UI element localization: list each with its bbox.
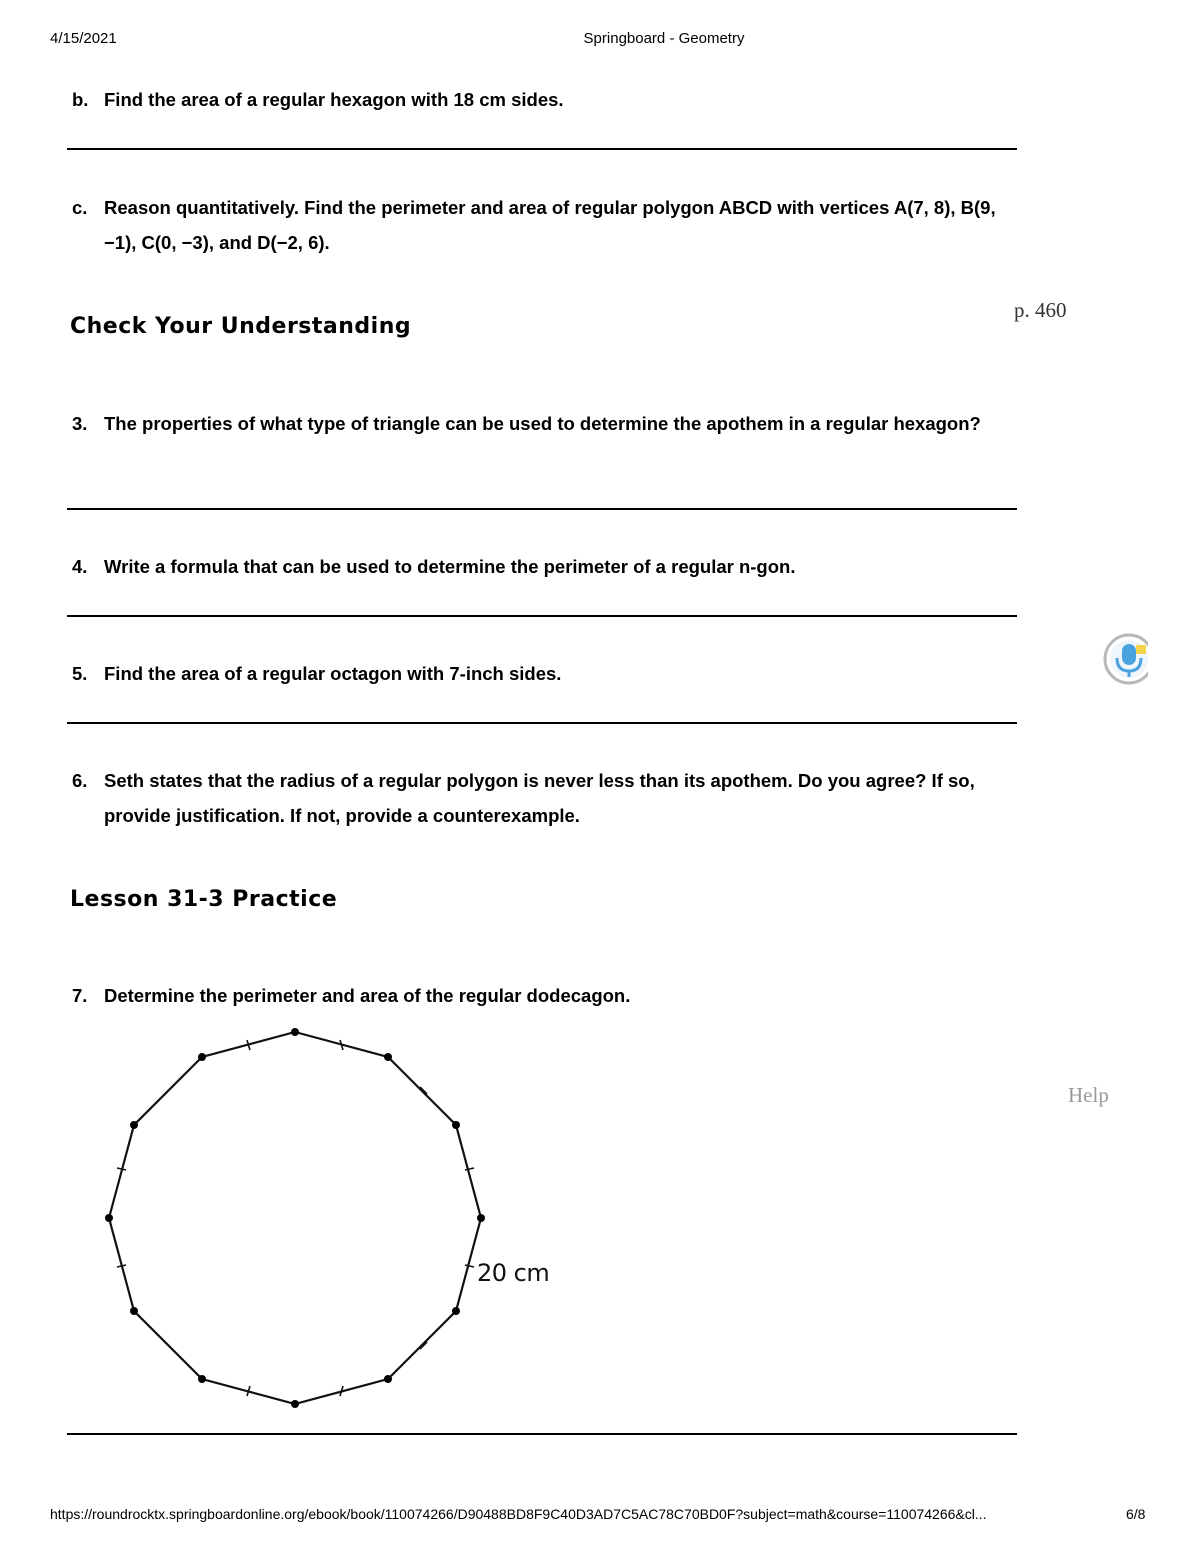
- question-text: Find the area of a regular octagon with 7-inch sides.: [104, 663, 562, 684]
- question-text: Reason quantitatively. Find the perimeter and area of regular polygon ABCD with vertices A(7, 8), B(9, −1), C(0, −3), and D(−2, 6).: [104, 197, 996, 253]
- question-text: Determine the perimeter and area of the regular dodecagon.: [104, 985, 631, 1006]
- question-text: Find the area of a regular hexagon with 18 cm sides.: [104, 89, 564, 110]
- answer-line[interactable]: [67, 1433, 1017, 1435]
- question-label: 6.: [72, 770, 88, 791]
- question-label: 3.: [72, 413, 88, 434]
- help-link[interactable]: Help: [1068, 1083, 1109, 1107]
- section-heading-lesson-practice: Lesson 31-3 Practice: [70, 887, 338, 912]
- vertex-points: [105, 1028, 485, 1408]
- question-label: 5.: [72, 663, 88, 684]
- header-date: 4/15/2021: [50, 30, 117, 47]
- microphone-icon[interactable]: [1102, 631, 1148, 687]
- footer-page-number: 6/8: [1126, 1506, 1146, 1522]
- question-label: 7.: [72, 985, 88, 1006]
- page-reference: p. 460: [1014, 298, 1067, 322]
- question-label: 4.: [72, 556, 88, 577]
- question-text: Seth states that the radius of a regular polygon is never less than its apothem. Do you agree? If so, provide justification. If not, provide a counterexample.: [104, 770, 975, 826]
- side-length-label: 20 cm: [477, 1259, 550, 1287]
- question-text: The properties of what type of triangle can be used to determine the apothem in a regular hexagon?: [104, 413, 981, 434]
- question-label: b.: [72, 89, 89, 110]
- question-label: c.: [72, 197, 88, 218]
- section-heading-check-understanding: Check Your Understanding: [70, 314, 412, 339]
- dodecagon-figure: [0, 0, 600, 1440]
- question-text: Write a formula that can be used to determine the perimeter of a regular n-gon.: [104, 556, 796, 577]
- dodecagon-outline: [109, 1032, 481, 1404]
- congruence-tick-marks: [117, 1040, 474, 1396]
- footer-url: https://roundrocktx.springboardonline.org/ebook/book/110074266/D90488BD8F9C40D3AD7C5AC78C70BD0F?subject=math&course=110074266&cl...: [50, 1506, 987, 1522]
- header-title: Springboard - Geometry: [583, 30, 745, 47]
